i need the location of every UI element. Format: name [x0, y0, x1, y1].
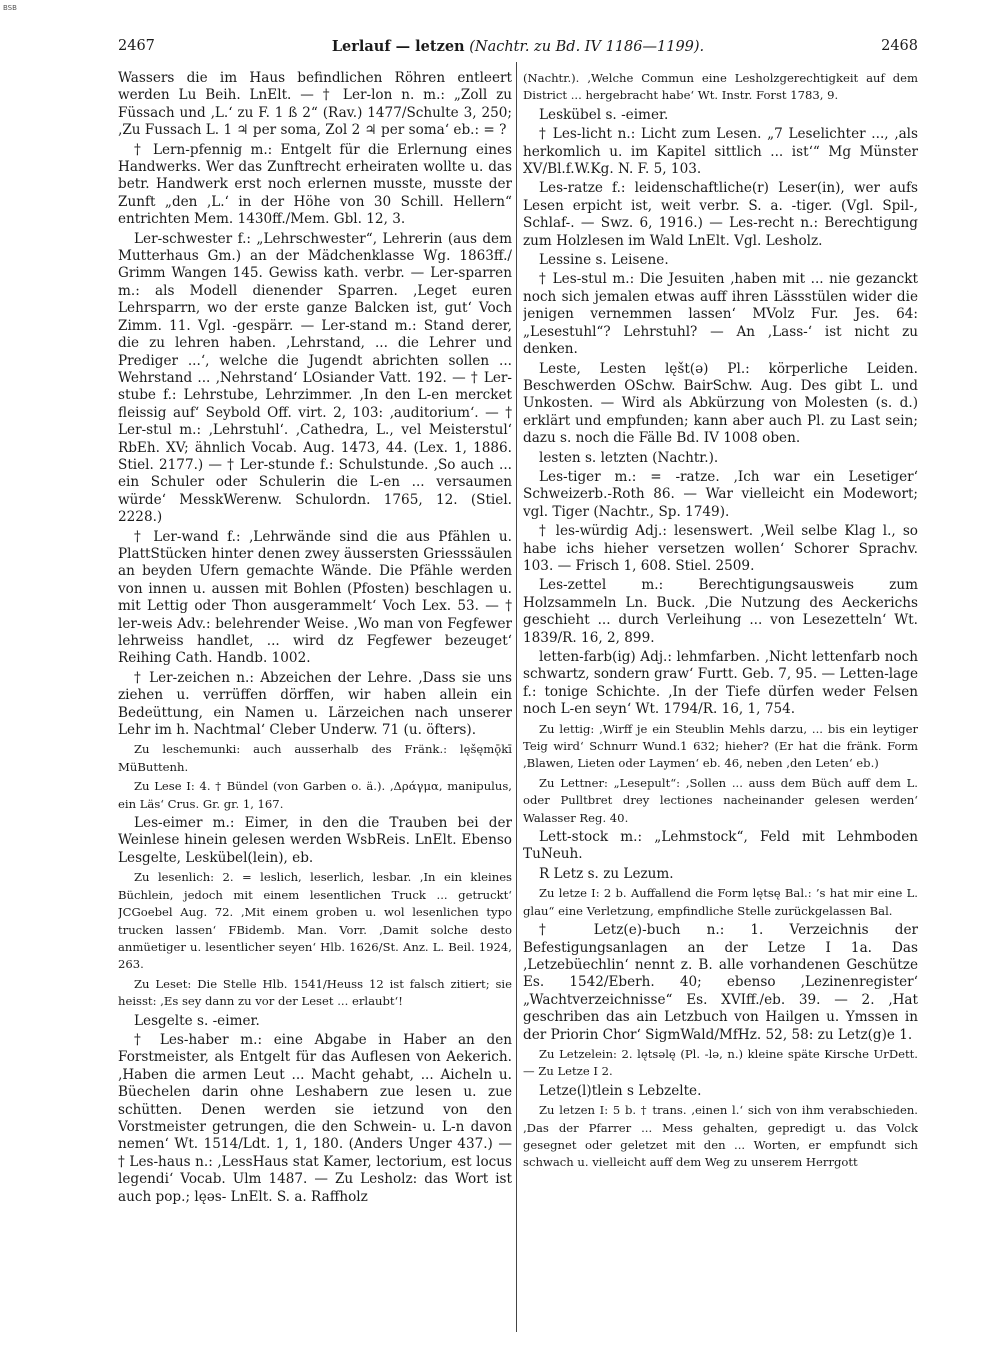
page-number-left: 2467	[118, 38, 155, 54]
running-title-note: (Nachtr. zu Bd. IV 1186—1199).	[469, 39, 705, 55]
dictionary-entry: lesten s. letzten (Nachtr.).	[539, 449, 719, 466]
dictionary-entry: Les-ratze f.: leidenschaftliche(r) Leser(in), wer aufs Lesen erpicht ist, weit verbr. S. a. -tiger. (Vgl. Spil-, Schlaf-. — Swz. 6, 1916.) — Les-recht n.: Berechtigung zum Holzlesen im Wald LnElt. Vgl. Lesholz.	[523, 180, 918, 249]
column-divider	[516, 62, 517, 1332]
dictionary-entry: Zu Letzelein: 2. lętsəlę (Pl. -lə, n.) kleine späte Kirsche UrDett. — Zu Letze I 2.	[523, 1046, 918, 1079]
dictionary-entry: † Les-haber m.: eine Abgabe in Haber an den Forstmeister, als Entgelt für das Auflesen von Aekerich. ‚Haben die armen Leut ... Macht gehabt, ... Aicheln u. Büechelen darin ohne Leshabern zue lesen u. zue schütten. Denen werden sie ietzund von den Vorstmeister getrungen, die den Schwein- u. L-n davon nemen‘ Wt. 1514/Ldt. 1, 1, 180. (Anders Unger 437.) — † Les-haus n.: ‚LessHaus stat Kamer, lectorium, est locus legendi‘ Vocab. Ulm 1487. — Zu Lesholz: das Wort ist auch pop.; lęəs- LnElt. S. a. Raffholz	[118, 1031, 512, 1205]
page-number-right: 2468	[881, 38, 918, 54]
right-column	[523, 70, 918, 1335]
dictionary-entry: Zu lesenlich: 2. = leslich, leserlich, lesbar. ‚In ein kleines Büchlein, jedoch mit einem lesentlichen Truck ... getruckt‘ JCGoebel Aug. 72. ‚Mit einem groben u. wol lesenlichen typo trucken lassen‘ FBidemb. Man. Vorr. ‚Damit solche desto anmüetiger u. lesentlicher seyen‘ Hlb. 1626/St. Anz. L. Beil. 1924, 263.	[118, 870, 512, 972]
dictionary-entry: Zu Lese I: 4. † Bündel (von Garben o. ä.). ‚Δράγμα, manipulus, ein Läs‘ Crus. Gr. gr. 1, 167.	[118, 779, 512, 811]
dictionary-entry: Les-eimer m.: Eimer, in den die Trauben bei der Weinlese hinein gelesen werden WsbReis. LnElt. Ebenso Lesgelte, Leskübel(lein), eb.	[118, 815, 512, 866]
dictionary-entry: Lesgelte s. -eimer.	[134, 1012, 260, 1029]
dictionary-entry: Wassers die im Haus befindlichen Röhren entleert werden Lu Beih. LnElt. — † Ler-lon n. m.: „Zoll zu Füssach und ‚L.‘ zu F. 1 ß 2“ (Rav.) 1477/Schulte 3, 250; ‚Zu Fussach L. 1 ♃ per soma, Zol 2 ♃ per soma‘ eb.: = ?	[118, 70, 512, 139]
left-column	[118, 70, 512, 1335]
dictionary-entry: Letze(l)tlein s Lebzelte.	[539, 1082, 702, 1099]
dictionary-entry: Les-zettel m.: Berechtigungsausweis zum Holzsammeln Ln. Buck. ‚Die Nutzung des Aeckerichs geschieht ... durch Verleihung ... von Lesezetteln‘ Wt. 1839/R. 16, 2, 899.	[523, 577, 918, 646]
page-header	[118, 38, 918, 60]
dictionary-entry: Zu Lettner: „Lesepult“: ‚Sollen ... auss dem Büch auff dem L. oder Pulltbret drey lectiones nacheinander gelesen werden‘ Walasser Reg. 40.	[523, 775, 918, 825]
dictionary-entry: Lessine s. Leisene.	[539, 252, 669, 269]
dictionary-entry: Les-tiger m.: = -ratze. ‚Ich war ein Lesetiger‘ Schweizerb.-Roth 86. — War vielleicht ein Modewort; vgl. Tiger (Nachtr., Sp. 1749).	[523, 468, 918, 520]
dictionary-entry: † Ler-zeichen n.: Abzeichen der Lehre. ‚Dass sie uns ziehen u. verrüffen dörffen, wir haben allein ein Bedeüttung, ein Namen u. Lärzeichen nach unserer Lehr im h. Nachtmal‘ Cleber Underw. 71 (u. öfters).	[118, 669, 512, 739]
dictionary-entry: (Nachtr.). ‚Welche Commun eine Lesholzgerechtigkeit auf dem District ... hergebracht habe‘ Wt. Instr. Forst 1783, 9.	[523, 71, 918, 103]
dictionary-entry: R Letz s. zu Lezum.	[539, 865, 674, 882]
dictionary-entry: † Letz(e)-buch n.: 1. Verzeichnis der Befestigungsanlagen an der Letze I 1a. Das ‚Letzebüechlin‘ nennt z. B. alle vorhandenen Geschütze Es. 1542/Eberh. 40; ebenso ‚Lezinenregister‘ „Wachtverzeichnisse“ Es. XVIff./eb. 39. — 2. ‚Hat geschriben das ain Letzbuch von Hailgen u. Ymssen in der Priorin Chor‘ SigmWald/MfHz. 52, 58: zu Letz(g)e 1.	[523, 922, 918, 1043]
dictionary-entry: Zu lettig: ‚Wirff je ein Steublin Mehls darzu, ... bis ein leytiger Teig wird‘ Schnurr Wund.1 632; hieher? (Er hat die fränk. Form ‚Blawen, Lieten oder Laymen‘ eb. 46, neben ‚den Leten‘ eb.)	[523, 721, 918, 771]
dictionary-entry: † Les-stul m.: Die Jesuiten ‚haben mit ... nie gezanckt noch sich jemalen etwas auff ihren Lässstülen wider die jenigen vernemmen lassen‘ MVolz Fur. Jes. 64: „Lesestuhl“? Lehrstuhl? — An ‚Lass-‘ ist nicht zu denken.	[523, 271, 918, 358]
dictionary-entry: Leskübel s. -eimer.	[539, 106, 669, 123]
running-title	[118, 38, 918, 55]
dictionary-entry: Ler-schwester f.: „Lehrschwester“, Lehrerin (aus dem Mutterhaus Gm.) an der Mädchenklasse Wg. 1863ff./ Grimm Wangen 145. Gewiss kath. verbr. — Ler-sparren m.: als Modell dienender Sparren. ‚Leget euren Lehrsparrn, wo der erste ganze Balcken ist, gut‘ Voch Zimm. 11. Vgl. -gespärr. — Ler-stand m.: Stand derer, die zu lehren haben. ‚Lehrstand, ... die Lehrer und Prediger ...‘, welche die Jugendt abrichten sollen ... Wehrstand ... ‚Nehrstand‘ LOsiander Vatt. 192. — † Ler-stube f.: Lehrstube, Lehrzimmer. ‚In den L-en mercket fleissig auf‘ Seybold Off. virt. 2, 103: ‚auditorium‘. — † Ler-stul m.: ‚Lehrstuhl‘. ‚Cathedra, L., vel Meisterstul‘ RbEh. XV; ähnlich Vocab. Aug. 1473, 44. (Lex. 1, 1886. Stiel. 2177.) — † Ler-stunde f.: Schulstunde. ‚So auch ... ein Schuler oder Schulerin die L-en ... versaumen würde‘ MesskWerenw. Schulordn. 1765, 12. (Stiel. 2228.)	[118, 230, 512, 526]
dictionary-entry: † Les-licht n.: Licht zum Lesen. „7 Leselichter ..., ‚als herkomlich u. im Kapitel sittlich ... ist‘“ Mg Münster XV/Bl.f.W.Kg. N. F. 5, 103.	[523, 126, 918, 178]
dictionary-entry: † Lern-pfennig m.: Entgelt für die Erlernung eines Handwerks. Wer das Zunftrecht erheiraten wollte u. das betr. Handwerk erst noch erlernen musste, musste der Zunft „den ‚L.‘ in der Höhe von 30 Schill. Hellern“ entrichten Mem. 1430ff./Mem. Gbl. 12, 3.	[118, 141, 512, 228]
dictionary-entry: Leste, Lesten lęšt(ə) Pl.: körperliche Leiden. Beschwerden OSchw. BairSchw. Aug. Des gibt L. und Unkosten. — Wird als Abkürzung von Molesten (s. d.) erklärt und empfunden; kann aber auch Pl. zu Last sein; dazu s. noch die Fälle Bd. IV 1008 oben.	[523, 360, 918, 447]
running-title-main: Lerlauf — letzen	[331, 38, 465, 55]
library-stamp: BSB	[3, 4, 17, 12]
dictionary-entry: letten-farb(ig) Adj.: lehmfarben. ‚Nicht lettenfarb noch schwartz, sondern graw‘ Furtt. Geb. 7, 95. — Letten-lage f.: tonige Schichte. ‚In der Tiefe dürfen weder Felsen noch L-en seyn‘ Wt. 1794/R. 16, 1, 754.	[523, 649, 918, 718]
dictionary-entry: Zu leschemunki: auch ausserhalb des Fränk.: lęšęmǭkī MüButtenh.	[118, 742, 512, 774]
dictionary-entry: Zu letzen I: 5 b. † trans. ‚einen l.‘ sich von ihm verabschieden. ‚Das der Pfarrer ... Mess gehalten, gepredigt u. das Volck gesegnet oder geletzet mit den ... Worten, er empfundt sich schwach u. vielleicht auff dem Weg zu unserem Herrgott	[523, 1103, 918, 1170]
dictionary-entry: Lett-stock m.: „Lehmstock“, Feld mit Lehmboden TuNeuh.	[523, 829, 918, 863]
dictionary-entry: Zu letze I: 2 b. Auffallend die Form lętsę Bal.: ’s hat mir eine L. glau“ eine Verletzung, empfindliche Stelle zurückgelassen Bal.	[523, 886, 918, 918]
dictionary-entry: † les-würdig Adj.: lesenswert. ‚Weil selbe Klag l., so habe ichs hieher versetzen wollen‘ Schorer Sprachv. 103. — Frisch 1, 608. Stiel. 2509.	[523, 523, 918, 574]
dictionary-entry: Zu Leset: Die Stelle Hlb. 1541/Heuss 12 ist falsch zitiert; sie heisst: ‚Es sey dann zu vor der Leset ... erlaubt‘!	[118, 976, 512, 1009]
dictionary-entry: † Ler-wand f.: ‚Lehrwände sind die aus Pfählen u. PlattStücken hinter denen zwey äussersten Griesssäulen an beyden Ufern gemachte Wände. Die Pfähle werden von innen u. aussen mit Bohlen (Pfosten) beschlagen u. mit Lettig oder Thon ausgerammelt‘ Voch Lex. 53. — † ler-weis Adv.: belehrender Weise. ‚Wo man von Fegfewer lehrweiss handlet, ... wird dz Fegfewer bezeuget‘ Reihing Cath. Handb. 1002.	[118, 528, 512, 667]
